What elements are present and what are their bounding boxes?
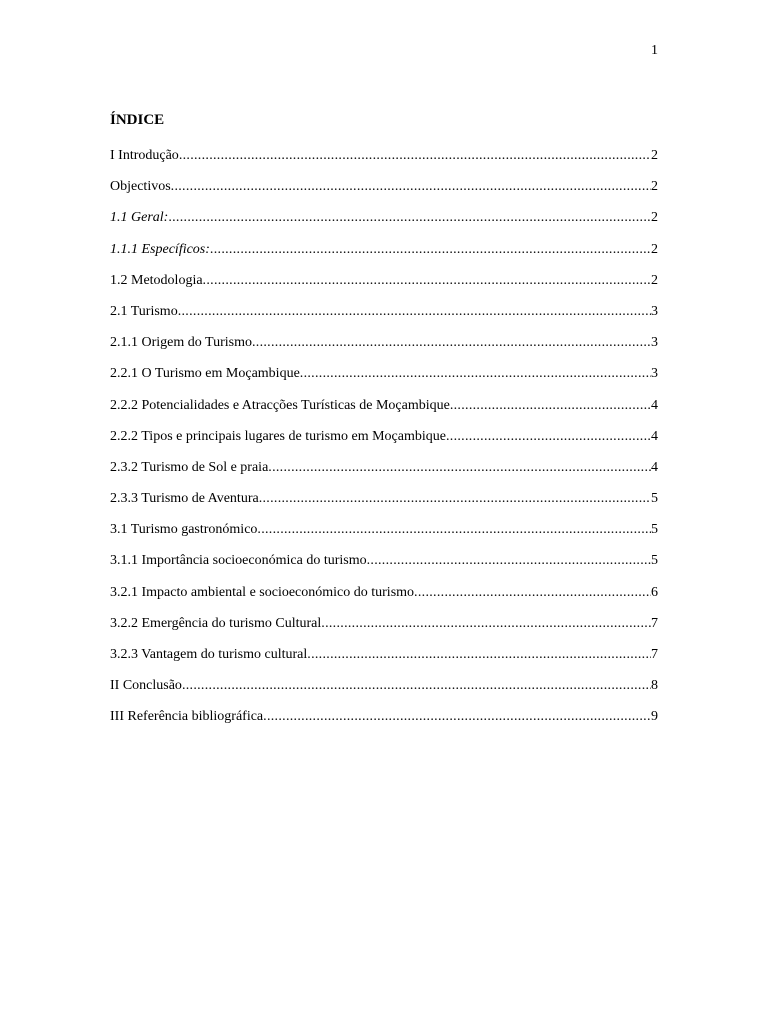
- toc-dot-leader: [300, 364, 651, 384]
- toc-entry[interactable]: [110, 208, 658, 239]
- toc-dot-leader: [450, 396, 651, 416]
- toc-entry-page: 8: [651, 678, 658, 694]
- toc-entry[interactable]: [110, 271, 658, 302]
- toc-entry-title: 2.1.1 Origem do Turismo: [110, 335, 252, 351]
- toc-dot-leader: [257, 520, 651, 540]
- toc-entry-title: 2.3.3 Turismo de Aventura: [110, 491, 259, 507]
- toc-entry-page: 2: [651, 272, 658, 288]
- toc-dot-leader: [252, 333, 651, 353]
- toc-entry-page: 4: [651, 459, 658, 475]
- toc-entry[interactable]: [110, 676, 658, 707]
- toc-entry-page: 7: [651, 647, 658, 662]
- toc-heading: ÍNDICE: [110, 112, 165, 128]
- toc-dot-leader: [168, 208, 651, 228]
- toc-entry[interactable]: [110, 427, 658, 458]
- toc-entry-page: 4: [651, 428, 658, 444]
- toc-entry-page: 5: [651, 491, 658, 507]
- toc-entry-page: 5: [651, 553, 658, 569]
- toc-entry-page: 3: [651, 366, 658, 382]
- toc-entry[interactable]: [110, 240, 658, 271]
- toc-dot-leader: [414, 583, 651, 603]
- toc-dot-leader: [307, 645, 651, 665]
- toc-entry-title: 3.2.1 Impacto ambiental e socioeconómico do turismo: [110, 584, 415, 600]
- toc-entry[interactable]: [110, 364, 658, 395]
- toc-entry-page: 2: [651, 241, 658, 257]
- toc-dot-leader: [179, 146, 651, 166]
- toc-entry-title: 3.1 Turismo gastronómico: [110, 522, 258, 538]
- toc-entry-title: 2.2.2 Tipos e principais lugares de turismo em Moçambique: [110, 428, 446, 444]
- toc-entry-page: 2: [651, 179, 658, 195]
- toc-entry[interactable]: [110, 520, 658, 551]
- toc-entry[interactable]: [110, 177, 658, 208]
- toc-entry-title: I Introdução: [110, 148, 179, 163]
- toc-entry-title: 3.1.1 Importância socioeconómica do turismo: [110, 553, 367, 569]
- toc-entry[interactable]: [110, 458, 658, 489]
- toc-entry-title: 2.1 Turismo: [110, 303, 178, 319]
- toc-entry-page: 3: [651, 303, 658, 319]
- toc-entry-page: 2: [651, 148, 658, 163]
- toc-entry-title: 2.2.2 Potencialidades e Atracções Turísticas de Moçambique: [110, 397, 450, 413]
- toc-entry-page: 6: [651, 584, 658, 600]
- toc-dot-leader: [178, 302, 651, 322]
- toc-entry-page: 2: [651, 210, 658, 226]
- toc-entry-title: 1.1.1 Específicos:: [110, 241, 210, 257]
- toc-entry[interactable]: [110, 614, 658, 645]
- toc-entry[interactable]: [110, 396, 658, 427]
- toc-entry[interactable]: [110, 489, 658, 520]
- toc-entry-page: 4: [651, 397, 658, 413]
- toc-dot-leader: [171, 177, 651, 197]
- toc-entry-title: II Conclusão: [110, 678, 182, 694]
- toc-entry-title: 3.2.3 Vantagem do turismo cultural: [110, 647, 308, 662]
- toc-entry-title: 1.1 Geral:: [110, 210, 169, 226]
- table-of-contents: [110, 146, 658, 739]
- toc-entry[interactable]: [110, 333, 658, 364]
- toc-entry-title: 2.2.1 O Turismo em Moçambique: [110, 366, 300, 382]
- toc-entry[interactable]: [110, 146, 658, 177]
- toc-entry[interactable]: [110, 645, 658, 676]
- toc-dot-leader: [446, 427, 651, 447]
- toc-dot-leader: [259, 489, 651, 509]
- toc-dot-leader: [210, 240, 651, 260]
- toc-dot-leader: [182, 676, 651, 696]
- toc-entry-title: 2.3.2 Turismo de Sol e praia: [110, 459, 269, 475]
- toc-dot-leader: [321, 614, 651, 634]
- toc-entry[interactable]: [110, 551, 658, 582]
- page-number: 1: [651, 43, 658, 58]
- toc-entry-page: 7: [651, 615, 658, 631]
- toc-entry[interactable]: [110, 302, 658, 333]
- toc-dot-leader: [203, 271, 651, 291]
- toc-entry-title: Objectivos: [110, 179, 171, 195]
- toc-dot-leader: [263, 707, 651, 727]
- toc-dot-leader: [367, 551, 651, 571]
- toc-entry[interactable]: [110, 583, 658, 614]
- toc-entry-page: 5: [651, 522, 658, 538]
- toc-entry-page: 3: [651, 335, 658, 351]
- toc-entry-title: III Referência bibliográfica: [110, 709, 264, 725]
- toc-entry-title: 1.2 Metodologia: [110, 272, 203, 288]
- toc-dot-leader: [268, 458, 651, 478]
- toc-entry-page: 9: [651, 709, 658, 725]
- toc-entry-title: 3.2.2 Emergência do turismo Cultural: [110, 615, 322, 631]
- toc-entry[interactable]: [110, 707, 658, 738]
